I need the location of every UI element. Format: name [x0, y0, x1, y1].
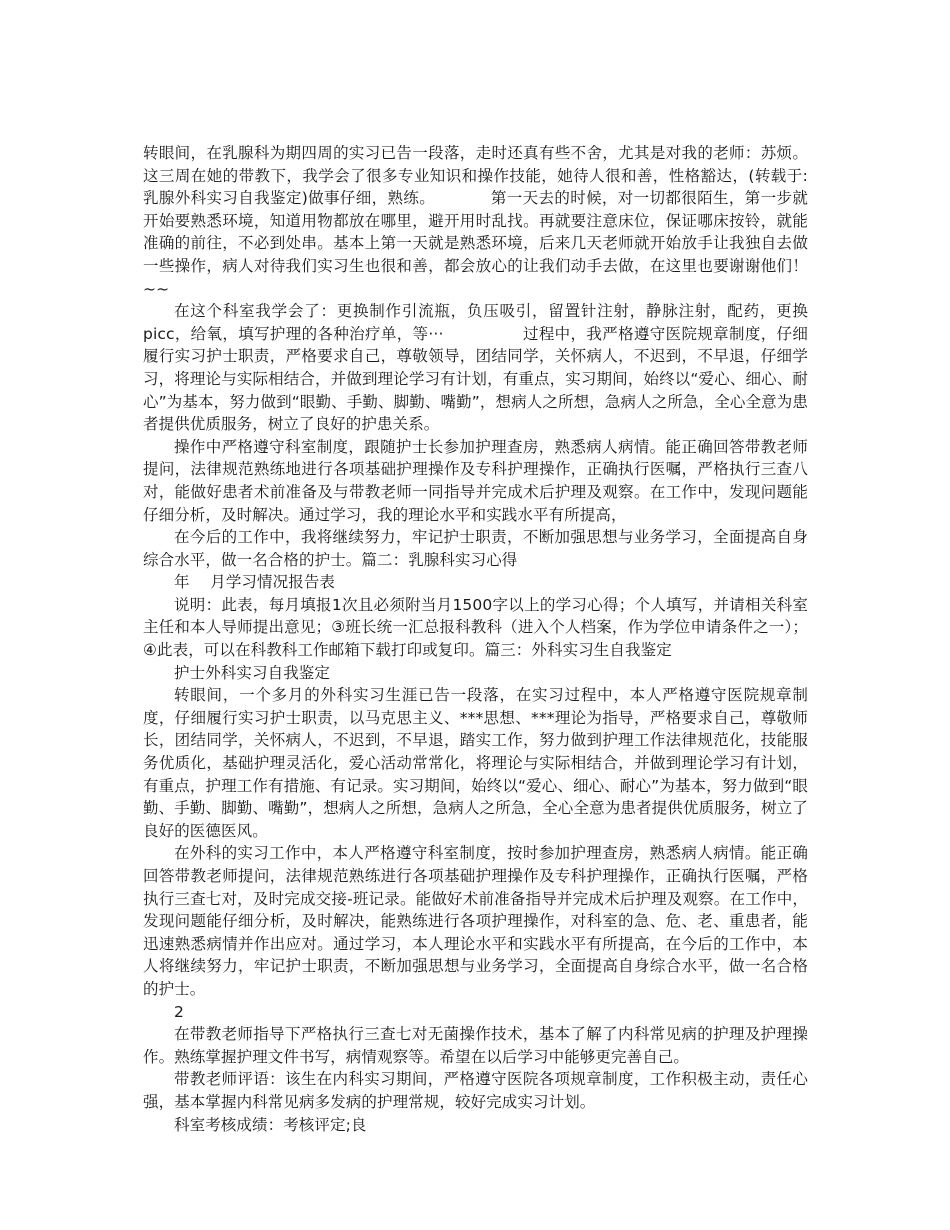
paragraph: 转眼间，一个多月的外科实习生涯已告一段落，在实习过程中，本人严格遵守医院规章制度，仔细履行实习护士职责，以马克思主义、***思想、***理论为指导，严格要求自己，尊敬师长，团结同学，关怀病人，不迟到，不早退，踏实工作，努力做到护理工作法律规范化，技能服务优质化，基础护理灵活化，爱心活动常常化，将理论与实际相结合，并做到理论学习有计划，有重点，护理工作有措施、有记录。实习期间，始终以“爱心、细心、耐心”为基本，努力做到“眼勤、手勤、脚勤、嘴勤”，想病人之所想，急病人之所急，全心全意为患者提供优质服务，树立了良好的医德医风。: [143, 686, 808, 840]
paragraph: 在带教老师指导下严格执行三查七对无菌操作技术，基本了解了内科常见病的护理及护理操作。熟练掌握护理文件书写，病情观察等。希望在以后学习中能够更完善自己。: [143, 1025, 808, 1066]
paragraph: 说明：此表，每月填报1次且必须附当月1500字以上的学习心得；个人填写，并请相关科室主任和本人导师提出意见；③班长统一汇总报科教科（进入个人档案，作为学位申请条件之一）；④此表，可以在科教科工作邮箱下载打印或复印。篇三：外科实习生自我鉴定: [143, 595, 808, 660]
document-body: [143, 142, 808, 1136]
paragraph: 在这个科室我学会了：更换制作引流瓶，负压吸引，留置针注射，静脉注射，配药，更换picc，给氧，填写护理的各种治疗单，等··· 过程中，我严格遵守医院规章制度，仔细履行实习护士职责，严格要求自己，尊敬领导，团结同学，关怀病人，不迟到，不早退，仔细学习，将理论与实际相结合，并做到理论学习有计划，有重点，实习期间，始终以“爱心、细心、耐心”为基本，努力做到“眼勤、手勤、脚勤、嘴勤”，想病人之所想，急病人之所急，全心全意为患者提供优质服务，树立了良好的护患关系。: [143, 302, 808, 434]
paragraph: 在外科的实习工作中，本人严格遵守科室制度，按时参加护理查房，熟悉病人病情。能正确回答带教老师提问，法律规范熟练进行各项基础护理操作及专科护理操作，正确执行医嘱，严格执行三查七对，及时完成交接-班记录。能做好术前准备指导并完成术后护理及观察。在工作中，发现问题能仔细分析，及时解决，能熟练进行各项护理操作，对科室的急、危、老、重患者，能迅速熟悉病情并作出应对。通过学习，本人理论水平和实践水平有所提高，在今后的工作中，本人将继续努力，牢记护士职责，不断加强思想与业务学习，全面提高自身综合水平，做一名合格的护士。: [143, 844, 808, 998]
section-title: 护士外科实习自我鉴定: [174, 663, 331, 682]
teacher-comment: 带教老师评语：该生在内科实习期间，严格遵守医院各项规章制度，工作积极主动，责任心强，基本掌握内科常见病多发病的护理常规，较好完成实习计划。: [143, 1070, 808, 1111]
paragraph: 操作中严格遵守科室制度，跟随护士长参加护理查房，熟悉病人病情。能正确回答带教老师提问，法律规范熟练地进行各项基础护理操作及专科护理操作，正确执行医嘱，严格执行三查八对，能做好患者术前准备及与带教老师一同指导并完成术后护理及观察。在工作中，发现问题能仔细分析，及时解决。通过学习，我的理论水平和实践水平有所提高，: [143, 437, 808, 524]
assessment-result: 科室考核成绩：考核评定;良: [174, 1115, 367, 1134]
paragraph: 在今后的工作中，我将继续努力，牢记护士职责，不断加强思想与业务学习，全面提高自身综合水平，做一名合格的护士。篇二：乳腺科实习心得: [143, 528, 808, 569]
report-form-title: 年 月学习情况报告表: [174, 573, 336, 592]
paragraph: 转眼间，在乳腺科为期四周的实习已告一段落，走时还真有些不舍，尤其是对我的老师：苏烦。这三周在她的带教下，我学会了很多专业知识和操作技能，她待人很和善，性格豁达，(转载于:乳腺外科实习自我鉴定)做事仔细，熟练。 第一天去的时候，对一切都很陌生，第一步就开始要熟悉环境，知道用物都放在哪里，避开用时乱找。再就要注意床位，保证哪床按铃，就能准确的前往，不必到处串。基本上第一天就是熟悉环境，后来几天老师就开始放手让我独自去做一些操作，病人对待我们实习生也很和善，都会放心的让我们动手去做，在这里也要谢谢他们！~~: [143, 144, 808, 298]
page-number: 2: [174, 1002, 184, 1021]
